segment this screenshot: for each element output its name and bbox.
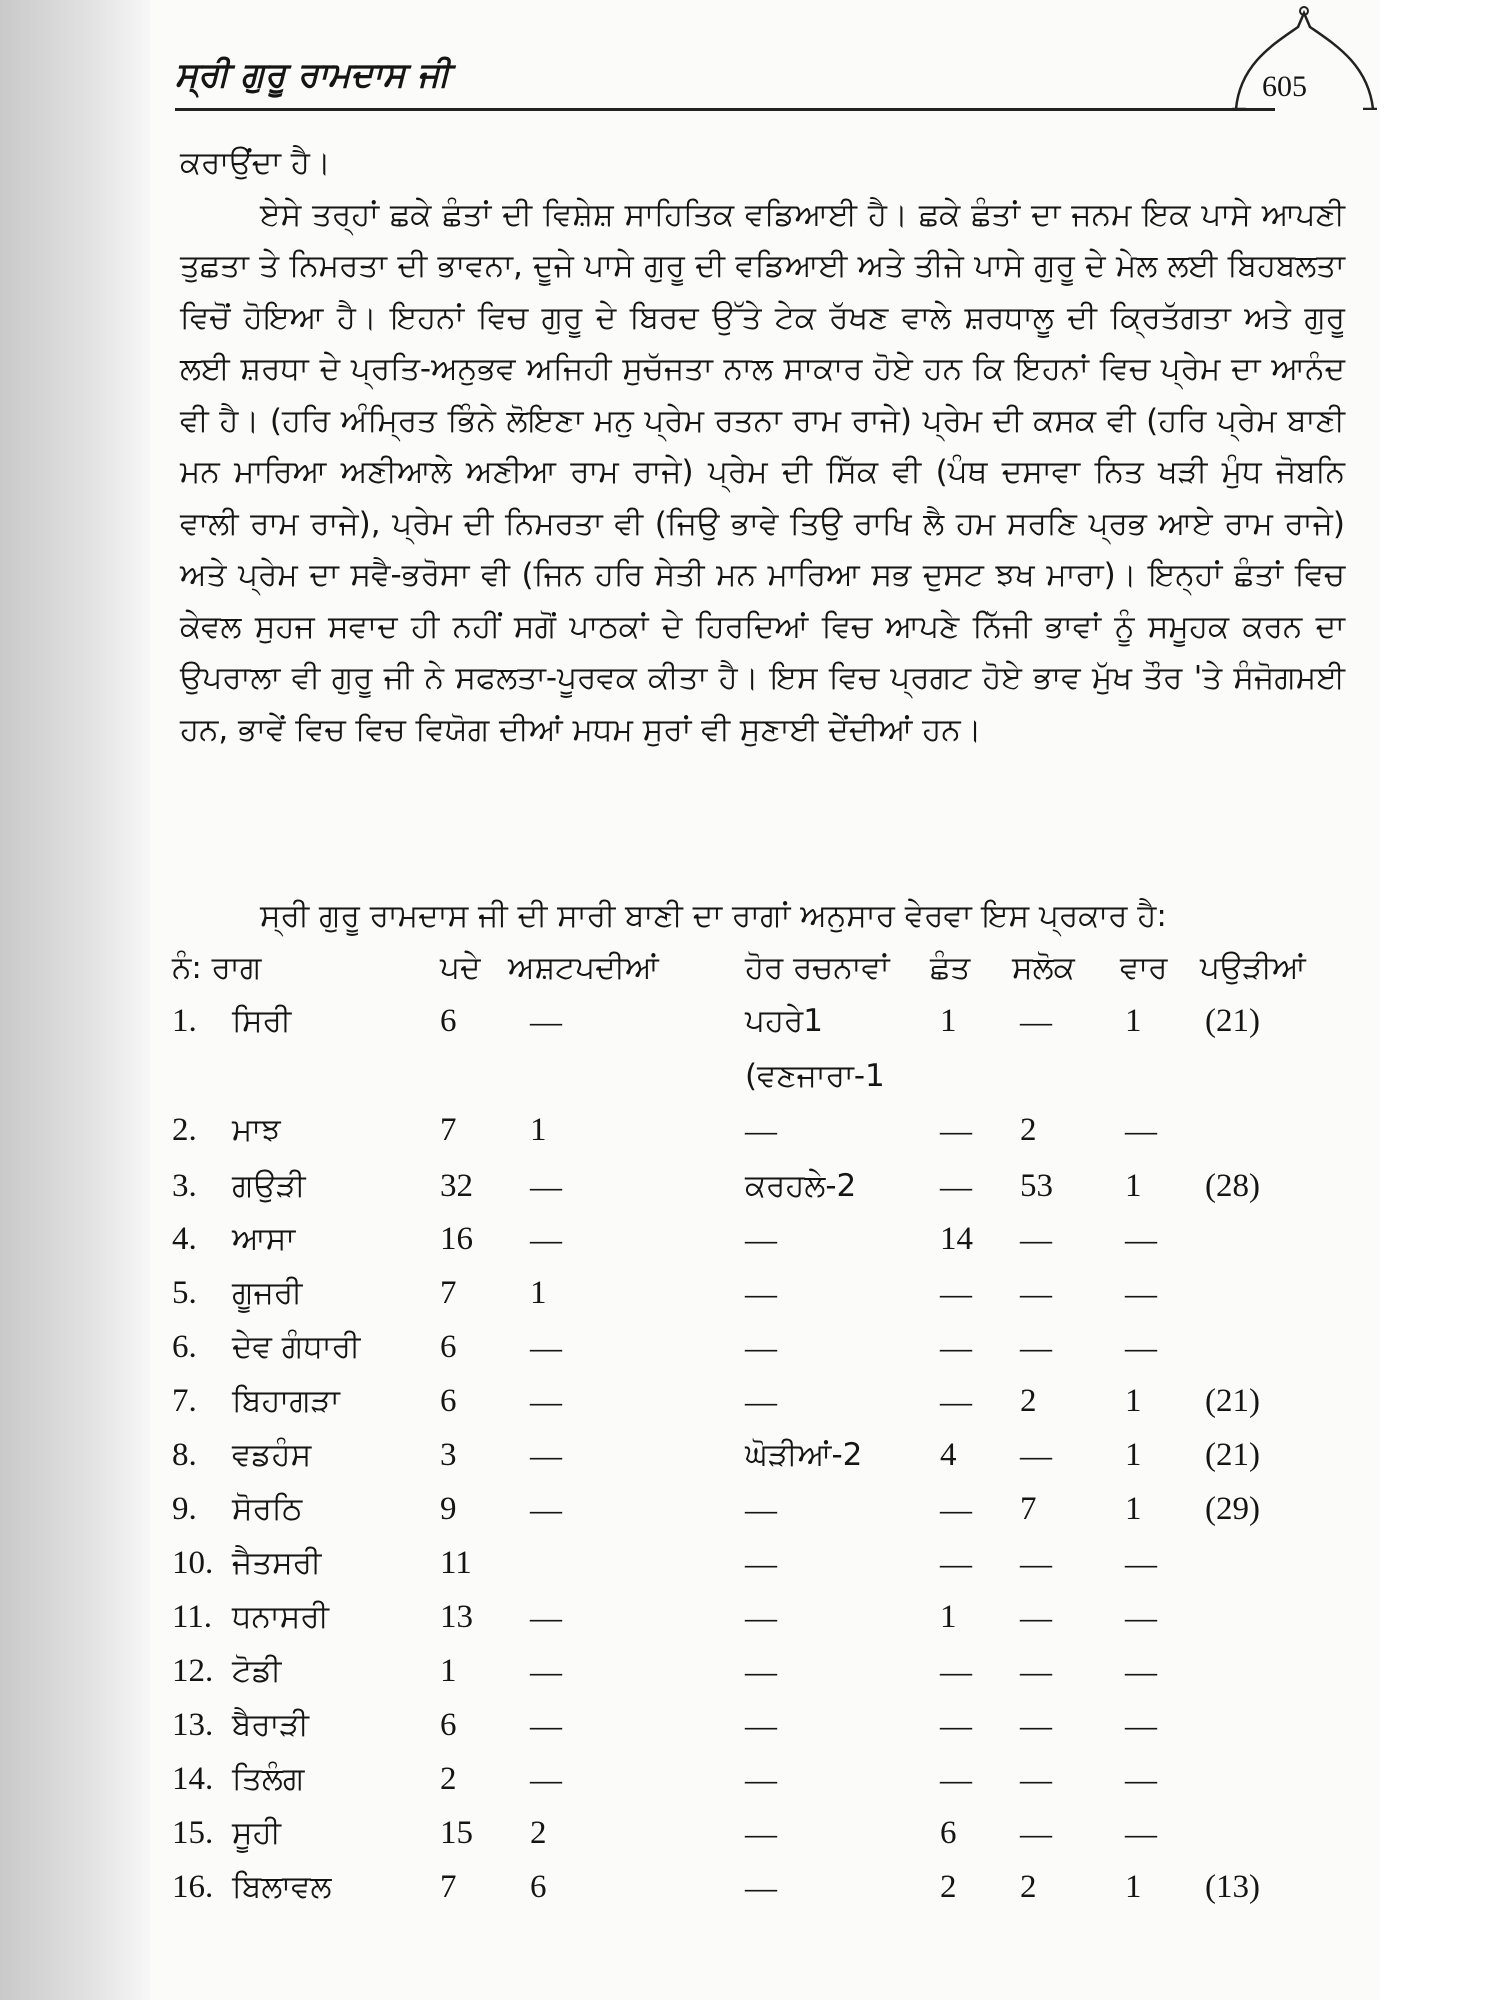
pade-count: 9: [440, 1491, 457, 1527]
raag-name: ਦੇਵ ਗੰਧਾਰੀ: [232, 1329, 361, 1365]
table-intro: ਸ੍ਰੀ ਗੁਰੂ ਰਾਮਦਾਸ ਜੀ ਦੀ ਸਾਰੀ ਬਾਣੀ ਦਾ ਰਾਗਾਂ ਅਨੁਸਾਰ ਵੇਰਵਾ ਇਸ ਪ੍ਰਕਾਰ ਹੈ:: [260, 898, 1167, 934]
paurian-cell: (13): [1205, 1869, 1260, 1905]
chhant-cell: —: [940, 1275, 972, 1311]
raag-name: ਸੋਰਠਿ: [232, 1491, 303, 1527]
salok-cell: —: [1020, 1761, 1052, 1797]
row-number: 4.: [172, 1221, 197, 1257]
chhant-cell: 6: [940, 1815, 957, 1851]
paragraph-main: ਏਸੇ ਤਰ੍ਹਾਂ ਛਕੇ ਛੰਤਾਂ ਦੀ ਵਿਸ਼ੇਸ਼ ਸਾਹਿਤਿਕ ਵਡਿਆਈ ਹੈ। ਛਕੇ ਛੰਤਾਂ ਦਾ ਜਨਮ ਇਕ ਪਾਸੇ ਆਪਣੀ ਤੁਛਤਾ ਤੇ ਨਿਮਰਤਾ ਦੀ ਭਾਵਨਾ, ਦੂਜੇ ਪਾਸੇ ਗੁਰੂ ਦੀ ਵਡਿਆਈ ਅਤੇ ਤੀਜੇ ਪਾਸੇ ਗੁਰੂ ਦੇ ਮੇਲ ਲਈ ਬਿਹਬਲਤਾ ਵਿਚੋਂ ਹੋਇਆ ਹੈ। ਇਹਨਾਂ ਵਿਚ ਗੁਰੂ ਦੇ ਬਿਰਦ ਉੱਤੇ ਟੇਕ ਰੱਖਣ ਵਾਲੇ ਸ਼ਰਧਾਲੂ ਦੀ ਕ੍ਰਿਤੱਗਤਾ ਅਤੇ ਗੁਰੂ ਲਈ ਸ਼ਰਧਾ ਦੇ ਪ੍ਰਤਿ-ਅਨੁਭਵ ਅਜਿਹੀ ਸੁਚੱਜਤਾ ਨਾਲ ਸਾਕਾਰ ਹੋਏ ਹਨ ਕਿ ਇਹਨਾਂ ਵਿਚ ਪ੍ਰੇਮ ਦਾ ਆਨੰਦ ਵੀ ਹੈ। (ਹਰਿ ਅੰਮ੍ਰਿਤ ਭਿੰਨੇ ਲੋਇਣਾ ਮਨੁ ਪ੍ਰੇਮ ਰਤਨਾ ਰਾਮ ਰਾਜੇ) ਪ੍ਰੇਮ ਦੀ ਕਸਕ ਵੀ (ਹਰਿ ਪ੍ਰੇਮ ਬਾਣੀ ਮਨ ਮਾਰਿਆ ਅਣੀਆਲੇ ਅਣੀਆ ਰਾਮ ਰਾਜੇ) ਪ੍ਰੇਮ ਦੀ ਸਿੱਕ ਵੀ (ਪੰਥ ਦਸਾਵਾ ਨਿਤ ਖੜੀ ਮੁੰਧ ਜੋਬਨਿ ਵਾਲੀ ਰਾਮ ਰਾਜੇ), ਪ੍ਰੇਮ ਦੀ ਨਿਮਰਤਾ ਵੀ (ਜਿਉ ਭਾਵੇ ਤਿਉ ਰਾਖਿ ਲੈ ਹਮ ਸਰਣਿ ਪ੍ਰਭ ਆਏ ਰਾਮ ਰਾਜੇ) ਅਤੇ ਪ੍ਰੇਮ ਦਾ ਸਵੈ-ਭਰੋਸਾ ਵੀ (ਜਿਨ ਹਰਿ ਸੇਤੀ ਮਨ ਮਾਰਿਆ ਸਭ ਦੁਸਟ ਝਖ ਮਾਰਾ)। ਇਨ੍ਹਾਂ ਛੰਤਾਂ ਵਿਚ ਕੇਵਲ ਸੁਹਜ ਸਵਾਦ ਹੀ ਨਹੀਂ ਸਗੋਂ ਪਾਠਕਾਂ ਦੇ ਹਿਰਦਿਆਂ ਵਿਚ ਆਪਣੇ ਨਿੱਜੀ ਭਾਵਾਂ ਨੂੰ ਸਮੂਹਕ ਕਰਨ ਦਾ ਉਪਰਾਲਾ ਵੀ ਗੁਰੂ ਜੀ ਨੇ ਸਫਲਤਾ-ਪੂਰਵਕ ਕੀਤਾ ਹੈ। ਇਸ ਵਿਚ ਪ੍ਰਗਟ ਹੋਏ ਭਾਵ ਮੁੱਖ ਤੌਰ 'ਤੇ ਸੰਜੋਗਮਈ ਹਨ, ਭਾਵੇਂ ਵਿਚ ਵਿਚ ਵਿਯੋਗ ਦੀਆਂ ਮਧਮ ਸੁਰਾਂ ਵੀ ਸੁਣਾਈ ਦੇਂਦੀਆਂ ਹਨ।: [180, 196, 1345, 748]
hor-cell: ਕਰਹਲੇ-2: [745, 1168, 857, 1204]
row-number: 3.: [172, 1168, 197, 1204]
hor-cell: —: [745, 1275, 777, 1311]
row-number: 7.: [172, 1383, 197, 1419]
table-header-4: ਛੰਤ: [930, 950, 971, 986]
vaar-cell: —: [1125, 1112, 1157, 1148]
page-number: 605: [1262, 70, 1307, 103]
chhant-cell: —: [940, 1112, 972, 1148]
vaar-cell: 1: [1125, 1168, 1142, 1204]
row-number: 15.: [172, 1815, 214, 1851]
ashtpadian-cell: —: [530, 1653, 562, 1689]
vaar-cell: —: [1125, 1329, 1157, 1365]
salok-cell: 2: [1020, 1383, 1037, 1419]
hor-cell: —: [745, 1545, 777, 1581]
salok-cell: 7: [1020, 1491, 1037, 1527]
hor-cell: ਘੋੜੀਆਂ-2: [745, 1437, 863, 1473]
ashtpadian-cell: 1: [530, 1275, 547, 1311]
pade-count: 1: [440, 1653, 457, 1689]
ashtpadian-cell: —: [530, 1599, 562, 1635]
pade-count: 11: [440, 1545, 472, 1581]
chhant-cell: —: [940, 1761, 972, 1797]
raag-name: ਟੋਡੀ: [232, 1653, 282, 1689]
pade-count: 6: [440, 1003, 457, 1039]
hor-cell: —: [745, 1653, 777, 1689]
row-number: 6.: [172, 1329, 197, 1365]
row-number: 14.: [172, 1761, 214, 1797]
vaar-cell: —: [1125, 1275, 1157, 1311]
paurian-cell: (21): [1205, 1437, 1260, 1473]
chhant-cell: —: [940, 1329, 972, 1365]
ashtpadian-cell: —: [530, 1761, 562, 1797]
ashtpadian-cell: —: [530, 1003, 562, 1039]
running-header-title: ਸ੍ਰੀ ਗੁਰੂ ਰਾਮਦਾਸ ਜੀ: [175, 55, 450, 95]
table-header-5: ਸਲੋਕ: [1012, 950, 1075, 986]
vaar-cell: —: [1125, 1761, 1157, 1797]
vaar-cell: —: [1125, 1545, 1157, 1581]
salok-cell: —: [1020, 1437, 1052, 1473]
table-header-7: ਪਉੜੀਆਂ: [1200, 950, 1306, 986]
raag-name: ਗੂਜਰੀ: [232, 1275, 303, 1311]
hor-cell-line2: (ਵਣਜਾਰਾ-1: [745, 1058, 885, 1094]
table-header-1: ਪਦੇ: [440, 950, 481, 986]
salok-cell: —: [1020, 1653, 1052, 1689]
hor-cell: —: [745, 1599, 777, 1635]
header-rule: [175, 108, 1275, 111]
paurian-cell: (21): [1205, 1003, 1260, 1039]
table-header-3: ਹੋਰ ਰਚਨਾਵਾਂ: [745, 950, 890, 986]
row-number: 10.: [172, 1545, 214, 1581]
raag-name: ਮਾਝ: [232, 1112, 281, 1148]
salok-cell: —: [1020, 1599, 1052, 1635]
raag-name: ਧਨਾਸਰੀ: [232, 1599, 329, 1635]
vaar-cell: —: [1125, 1221, 1157, 1257]
raag-name: ਬਿਲਾਵਲ: [232, 1869, 332, 1905]
pade-count: 32: [440, 1168, 473, 1204]
salok-cell: —: [1020, 1275, 1052, 1311]
book-spine-shadow: [0, 0, 150, 2000]
chhant-cell: 2: [940, 1869, 957, 1905]
table-header-6: ਵਾਰ: [1120, 950, 1168, 986]
salok-cell: 2: [1020, 1869, 1037, 1905]
hor-cell: —: [745, 1761, 777, 1797]
hor-cell: —: [745, 1491, 777, 1527]
ashtpadian-cell: —: [530, 1437, 562, 1473]
paurian-cell: (28): [1205, 1168, 1260, 1204]
row-number: 1.: [172, 1003, 197, 1039]
paurian-cell: (21): [1205, 1383, 1260, 1419]
pade-count: 15: [440, 1815, 473, 1851]
ashtpadian-cell: —: [530, 1168, 562, 1204]
ashtpadian-cell: —: [530, 1383, 562, 1419]
raag-name: ਜੈਤਸਰੀ: [232, 1545, 322, 1581]
paragraph-continuation: ਕਰਾਉਂਦਾ ਹੈ।: [180, 145, 331, 181]
vaar-cell: —: [1125, 1599, 1157, 1635]
ashtpadian-cell: 2: [530, 1815, 547, 1851]
raag-name: ਬਿਹਾਗੜਾ: [232, 1383, 340, 1419]
pade-count: 7: [440, 1869, 457, 1905]
pade-count: 6: [440, 1383, 457, 1419]
raag-name: ਵਡਹੰਸ: [232, 1437, 312, 1473]
hor-cell: —: [745, 1707, 777, 1743]
salok-cell: 2: [1020, 1112, 1037, 1148]
pade-count: 6: [440, 1707, 457, 1743]
ashtpadian-cell: 6: [530, 1869, 547, 1905]
ashtpadian-cell: —: [530, 1707, 562, 1743]
chhant-cell: —: [940, 1545, 972, 1581]
vaar-cell: 1: [1125, 1003, 1142, 1039]
chhant-cell: —: [940, 1707, 972, 1743]
hor-cell: —: [745, 1815, 777, 1851]
pade-count: 6: [440, 1329, 457, 1365]
table-header-2: ਅਸ਼ਟਪਦੀਆਂ: [508, 950, 659, 986]
chhant-cell: —: [940, 1491, 972, 1527]
vaar-cell: 1: [1125, 1491, 1142, 1527]
vaar-cell: —: [1125, 1707, 1157, 1743]
salok-cell: —: [1020, 1545, 1052, 1581]
ashtpadian-cell: —: [530, 1491, 562, 1527]
ashtpadian-cell: —: [530, 1221, 562, 1257]
raag-name: ਸੂਹੀ: [232, 1815, 282, 1851]
chhant-cell: 1: [940, 1003, 957, 1039]
chhant-cell: 14: [940, 1221, 973, 1257]
hor-cell: —: [745, 1112, 777, 1148]
chhant-cell: —: [940, 1653, 972, 1689]
body-text: [180, 138, 1345, 756]
hor-cell: ਪਹਰੇ1: [745, 1003, 823, 1039]
pade-count: 3: [440, 1437, 457, 1473]
table-header-0: ਨੰ: ਰਾਗ: [172, 950, 262, 986]
row-number: 2.: [172, 1112, 197, 1148]
hor-cell: —: [745, 1383, 777, 1419]
ashtpadian-cell: —: [530, 1329, 562, 1365]
raag-name: ਤਿਲੰਗ: [232, 1761, 305, 1797]
pade-count: 13: [440, 1599, 473, 1635]
row-number: 12.: [172, 1653, 214, 1689]
raag-name: ਬੈਰਾੜੀ: [232, 1707, 310, 1743]
hor-cell: —: [745, 1869, 777, 1905]
vaar-cell: 1: [1125, 1437, 1142, 1473]
chhant-cell: —: [940, 1168, 972, 1204]
row-number: 16.: [172, 1869, 214, 1905]
salok-cell: —: [1020, 1221, 1052, 1257]
pade-count: 7: [440, 1112, 457, 1148]
row-number: 9.: [172, 1491, 197, 1527]
vaar-cell: —: [1125, 1653, 1157, 1689]
chhant-cell: 4: [940, 1437, 957, 1473]
vaar-cell: 1: [1125, 1383, 1142, 1419]
vaar-cell: 1: [1125, 1869, 1142, 1905]
pade-count: 2: [440, 1761, 457, 1797]
row-number: 8.: [172, 1437, 197, 1473]
row-number: 13.: [172, 1707, 214, 1743]
raag-name: ਆਸਾ: [232, 1221, 296, 1257]
raag-name: ਗਉੜੀ: [232, 1168, 306, 1204]
row-number: 5.: [172, 1275, 197, 1311]
salok-cell: 53: [1020, 1168, 1053, 1204]
pade-count: 16: [440, 1221, 473, 1257]
salok-cell: —: [1020, 1707, 1052, 1743]
paurian-cell: (29): [1205, 1491, 1260, 1527]
salok-cell: —: [1020, 1815, 1052, 1851]
pade-count: 7: [440, 1275, 457, 1311]
ashtpadian-cell: 1: [530, 1112, 547, 1148]
raag-name: ਸਿਰੀ: [232, 1003, 292, 1039]
salok-cell: —: [1020, 1329, 1052, 1365]
row-number: 11.: [172, 1599, 213, 1635]
salok-cell: —: [1020, 1003, 1052, 1039]
chhant-cell: 1: [940, 1599, 957, 1635]
hor-cell: —: [745, 1221, 777, 1257]
vaar-cell: —: [1125, 1815, 1157, 1851]
hor-cell: —: [745, 1329, 777, 1365]
chhant-cell: —: [940, 1383, 972, 1419]
